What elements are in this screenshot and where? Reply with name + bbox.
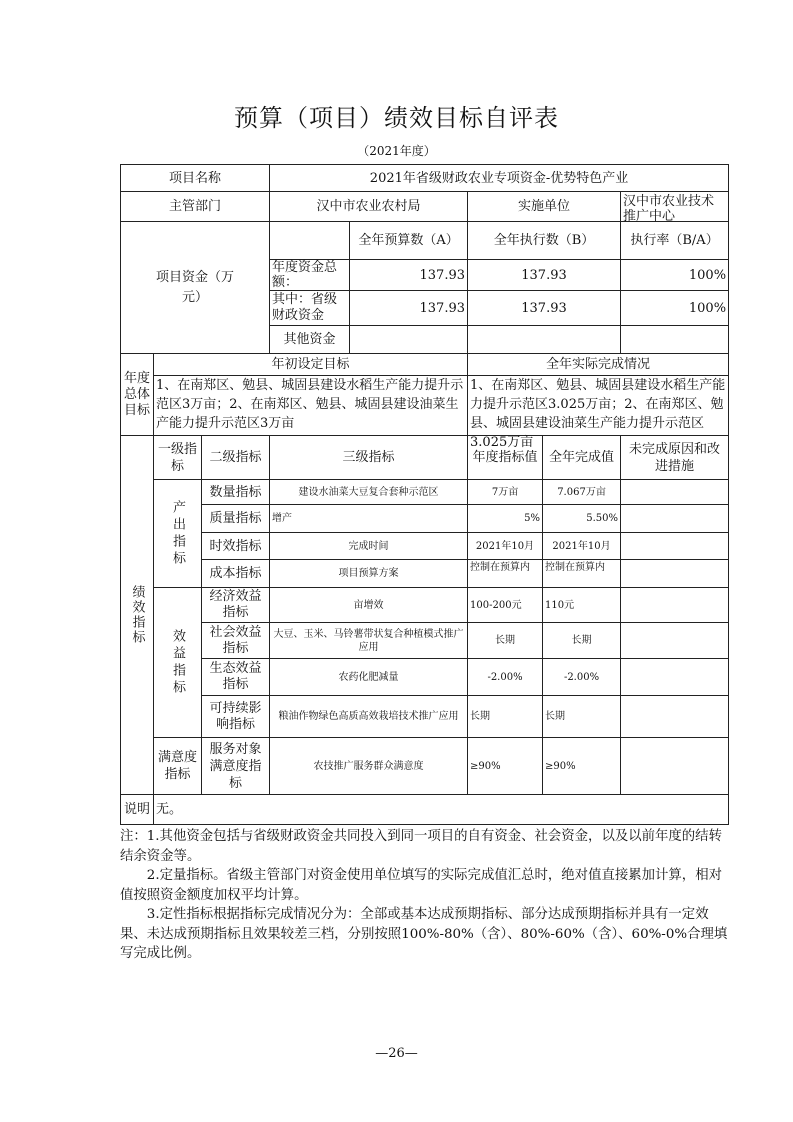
level2-cell: 时效指标 <box>202 533 270 560</box>
goals-actual-header: 全年实际完成情况 <box>468 354 729 376</box>
actual-cell: ≥90% <box>543 738 621 795</box>
funds-row-rate <box>621 326 729 354</box>
remark-label: 说明 <box>121 795 154 825</box>
actual-cell: 2021年10月 <box>543 533 621 560</box>
funds-row-label: 其他资金 <box>270 326 350 354</box>
actual-cell: 控制在预算内 <box>543 560 621 588</box>
indicator-row <box>121 560 729 588</box>
actual-cell: 7.067万亩 <box>543 480 621 505</box>
note-1: 注：1.其他资金包括与省级财政资金共同投入到同一项目的自有资金、社会资金，以及以前年度的结转结余资金等。 <box>120 829 722 864</box>
level3-cell: 大豆、玉米、马铃薯带状复合种植模式推广应用 <box>270 623 468 659</box>
reason-cell <box>621 480 729 505</box>
level3-cell: 项目预算方案 <box>270 560 468 588</box>
indicator-row <box>121 533 729 560</box>
reason-cell <box>621 696 729 738</box>
target-cell: 长期 <box>468 623 543 659</box>
level2-cell: 社会效益指标 <box>202 623 270 659</box>
indicator-row <box>121 505 729 533</box>
indicator-row <box>121 659 729 696</box>
reason-cell <box>621 560 729 588</box>
funds-row-label: 年度资金总额： <box>270 260 350 291</box>
funds-row-budget: 137.93 <box>350 291 468 326</box>
level3-cell: 亩增效 <box>270 588 468 623</box>
target-header: 年度指标值 <box>468 436 543 480</box>
level3-cell: 粮油作物绿色高质高效栽培技术推广应用 <box>270 696 468 738</box>
level3-cell: 农药化肥减量 <box>270 659 468 696</box>
funds-row-exec <box>468 326 621 354</box>
group-benefit-label: 效益指标 <box>154 588 202 738</box>
target-cell: 2021年10月 <box>468 533 543 560</box>
reason-cell <box>621 505 729 533</box>
funds-row-rate: 100% <box>621 291 729 326</box>
level2-cell: 数量指标 <box>202 480 270 505</box>
level3-cell: 完成时间 <box>270 533 468 560</box>
indicator-row <box>121 738 729 795</box>
indicator-row <box>121 480 729 505</box>
goals-header-row <box>121 354 729 376</box>
target-cell: 控制在预算内 <box>468 560 543 588</box>
funds-row-budget <box>350 326 468 354</box>
page-number: —26— <box>375 1046 418 1061</box>
actual-cell: 长期 <box>543 623 621 659</box>
target-cell: 长期 <box>468 696 543 738</box>
level2-cell: 成本指标 <box>202 560 270 588</box>
project-name-value: 2021年省级财政农业专项资金-优势特色产业 <box>270 165 729 192</box>
actual-cell: 长期 <box>543 696 621 738</box>
goals-plan-header: 年初设定目标 <box>154 354 468 376</box>
level2-header: 二级指标 <box>202 436 270 480</box>
funds-row-exec: 137.93 <box>468 260 621 291</box>
funds-label: 项目资金（万元） <box>121 222 270 354</box>
col-budget-header: 全年预算数（A） <box>350 222 468 260</box>
level3-header: 三级指标 <box>270 436 468 480</box>
page-title: 预算（项目）绩效目标自评表 <box>234 104 559 132</box>
target-cell: -2.00% <box>468 659 543 696</box>
goals-actual-text: 1、在南郑区、勉县、城固县建设水稻生产能力提升示范区3.025万亩；2、在南郑区、勉县、城固县建设油菜生产能力提升示范区3.025万亩 <box>468 376 729 436</box>
level3-cell: 建设水油菜大豆复合套种示范区 <box>270 480 468 505</box>
actual-cell: 5.50% <box>543 505 621 533</box>
actual-header: 全年完成值 <box>543 436 621 480</box>
year-subtitle: （2021年度） <box>357 144 436 158</box>
project-name-label: 项目名称 <box>121 165 270 192</box>
level1-header: 一级指标 <box>154 436 202 480</box>
note-3: 3.定性指标根据指标完成情况分为：全部或基本达成预期指标、部分达成预期指标并具有一定效果、未达成预期指标且效果较差三档，分别按照100%-80%（含）、80%-60%（含）、60%-0%合理填写完成比例。 <box>120 907 728 961</box>
funds-blank-header <box>270 222 350 260</box>
indicators-label: 绩效指标 <box>121 436 154 795</box>
dept-row <box>121 192 729 222</box>
group-satisfaction-label: 满意度指标 <box>154 738 202 795</box>
footnotes <box>120 827 730 964</box>
level3-cell: 增产 <box>270 505 468 533</box>
indicator-row <box>121 588 729 623</box>
reason-cell <box>621 588 729 623</box>
impl-value: 汉中市农业技术推广中心 <box>621 192 729 222</box>
level2-cell: 经济效益指标 <box>202 588 270 623</box>
goals-label: 年度总体目标 <box>121 354 154 436</box>
col-exec-header: 全年执行数（B） <box>468 222 621 260</box>
remark-row <box>121 795 729 825</box>
evaluation-table <box>120 164 729 825</box>
target-cell: 5% <box>468 505 543 533</box>
remark-text: 无。 <box>154 795 729 825</box>
target-cell: 7万亩 <box>468 480 543 505</box>
project-name-row <box>121 165 729 192</box>
funds-row-budget: 137.93 <box>350 260 468 291</box>
level3-cell: 农技推广服务群众满意度 <box>270 738 468 795</box>
funds-row-rate: 100% <box>621 260 729 291</box>
funds-row-exec: 137.93 <box>468 291 621 326</box>
level2-cell: 生态效益指标 <box>202 659 270 696</box>
note-2: 2.定量指标。省级主管部门对资金使用单位填写的实际完成值汇总时，绝对值直接累加计算，相对值按照资金额度加权平均计算。 <box>120 868 722 903</box>
funds-row-label: 其中：省级财政资金 <box>270 291 350 326</box>
dept-value: 汉中市农业农村局 <box>270 192 468 222</box>
target-cell: 100-200元 <box>468 588 543 623</box>
level2-cell: 服务对象满意度指标 <box>202 738 270 795</box>
indicator-header-row <box>121 436 729 480</box>
funds-header-row <box>121 222 729 260</box>
dept-label: 主管部门 <box>121 192 270 222</box>
actual-cell: -2.00% <box>543 659 621 696</box>
level2-cell: 可持续影响指标 <box>202 696 270 738</box>
reason-cell <box>621 738 729 795</box>
indicator-row <box>121 696 729 738</box>
goals-content-row <box>121 376 729 436</box>
group-output-label: 产出指标 <box>154 480 202 588</box>
actual-cell: 110元 <box>543 588 621 623</box>
reason-header: 未完成原因和改进措施 <box>621 436 729 480</box>
reason-cell <box>621 623 729 659</box>
impl-label: 实施单位 <box>468 192 621 222</box>
indicator-row <box>121 623 729 659</box>
col-rate-header: 执行率（B/A） <box>621 222 729 260</box>
reason-cell <box>621 533 729 560</box>
goals-plan-text: 1、在南郑区、勉县、城固县建设水稻生产能力提升示范区3万亩；2、在南郑区、勉县、城固县建设油菜生产能力提升示范区3万亩 <box>154 376 468 436</box>
reason-cell <box>621 659 729 696</box>
level2-cell: 质量指标 <box>202 505 270 533</box>
target-cell: ≥90% <box>468 738 543 795</box>
